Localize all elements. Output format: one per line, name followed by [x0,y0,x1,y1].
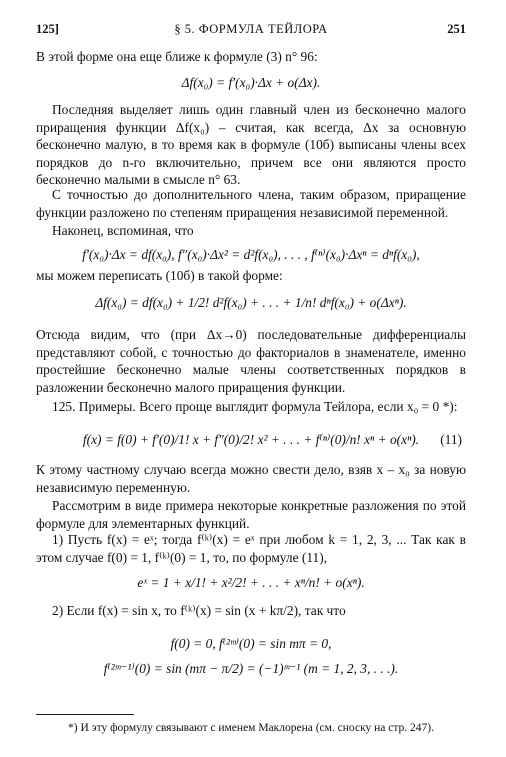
section-number: 125] [36,22,59,36]
equation-number: (11) [440,432,462,447]
paragraph-9: Рассмотрим в виде примера некоторые конкретные разложения по этой формуле для элементарных функций. [36,498,466,531]
paragraph-8: К этому частному случаю всегда можно свести дело, взяв x – x₀ за новую независимую переменную. [36,462,466,495]
paragraph-11: 2) Если f(x) = sin x, то f⁽ᵏ⁾(x) = sin (x + kπ/2), так что [52,603,346,618]
paragraph-5: мы можем переписать (10б) в такой форме: [36,268,283,283]
footnote: *) И эту формулу связывают с именем Маклорена (см. сноску на стр. 247). [68,722,434,734]
paragraph-10: 1) Пусть f(x) = eˣ; тогда f⁽ᵏ⁾(x) = eˣ при любом k = 1, 2, 3, ... Так как в этом случае f(0) = 1, f⁽ᵏ⁾(0) = 1, то, по формуле (11), [36,532,466,565]
paragraph-7: 125. Примеры. Всего проще выглядит формула Тейлора, если x₀ = 0 *): [52,399,458,414]
equation-4: f(x) = f(0) + f′(0)/1! x + f″(0)/2! x² + . . . + f⁽ⁿ⁾(0)/n! xⁿ + o(xⁿ). [82,432,420,447]
page-number: 251 [447,22,466,36]
running-header [36,22,466,38]
equation-7: f⁽²ᵐ⁻¹⁾(0) = sin (mπ − π/2) = (−1)ᵐ⁻¹ (m = 1, 2, 3, . . .). [103,661,399,676]
equation-3: Δf(x₀) = df(x₀) + 1/2! d²f(x₀) + . . . + 1/n! dⁿf(x₀) + o(Δxⁿ). [95,295,407,310]
paragraph-6: Отсюда видим, что (при Δx→0) последовательные дифференциалы представляют собой, с точностью до факториалов в знаменателе, именно простейшие бесконечно малые члены соответственных порядков в разложении бесконечно малого приращения функции. [36,327,466,395]
footnote-divider [36,714,134,715]
equation-1: Δf(x₀) = f′(x₀)·Δx + o(Δx). [181,75,321,90]
equation-6: f(0) = 0, f⁽²ᵐ⁾(0) = sin mπ = 0, [170,636,332,651]
paragraph-2: Последняя выделяет лишь один главный член из бесконечно малого приращения функции Δf(x₀) – считая, как всегда, Δx за основную бесконечно малую, в то время как в формуле (10б) выписаны члены всех порядков до n-го включительно, причем все они являются просто бесконечно малыми в смысле n° 63. [36,102,466,188]
header-title: § 5. ФОРМУЛА ТЕЙЛОРА [174,22,328,36]
equation-5: eˣ = 1 + x/1! + x²/2! + . . . + xⁿ/n! + o(xⁿ). [137,575,365,590]
paragraph-4: Наконец, вспоминая, что [52,223,194,238]
equation-2: f′(x₀)·Δx = df(x₀), f″(x₀)·Δx² = d²f(x₀), . . . , f⁽ⁿ⁾(x₀)·Δxⁿ = dⁿf(x₀), [82,247,420,262]
paragraph-3: С точностью до дополнительного члена, таким образом, приращение функции разложено по степеням приращения независимой переменной. [36,187,466,220]
paragraph-1: В этой форме она еще ближе к формуле (3) n° 96: [36,49,318,64]
